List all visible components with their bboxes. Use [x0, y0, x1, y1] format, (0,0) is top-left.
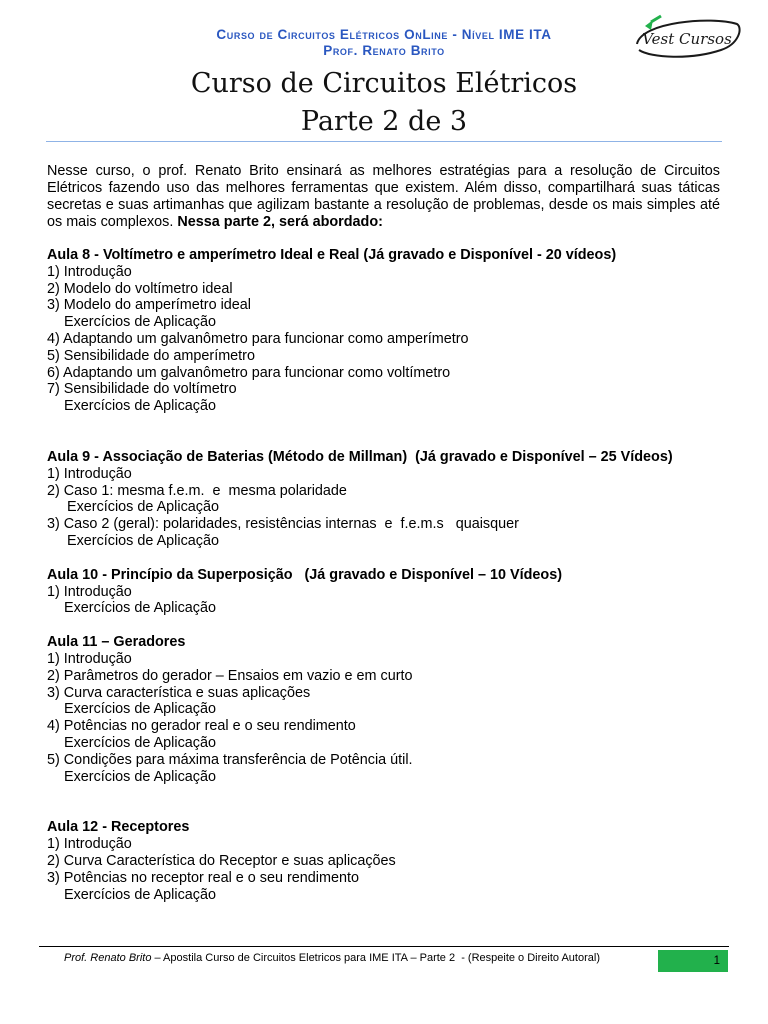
list-item: 5) Sensibilidade do amperímetro — [47, 347, 255, 364]
list-item: 5) Condições para máxima transferência de Potência útil. — [47, 751, 413, 768]
list-item: 2) Parâmetros do gerador – Ensaios em vazio e em curto — [47, 667, 413, 684]
logo-text: Vest Cursos — [642, 30, 732, 48]
lesson-list — [47, 247, 737, 903]
list-item-exercise: Exercícios de Aplicação — [67, 499, 219, 516]
list-item-exercise: Exercícios de Aplicação — [64, 886, 216, 903]
list-item: 1) Introdução — [47, 465, 132, 482]
list-item: 3) Modelo do amperímetro ideal — [47, 297, 251, 314]
document-subtitle: Parte 2 de 3 — [300, 106, 468, 137]
list-item: 4) Potências no gerador real e o seu rendimento — [47, 718, 356, 735]
spacer — [47, 415, 737, 449]
list-item: 6) Adaptando um galvanômetro para funcionar como voltímetro — [47, 364, 451, 381]
footer-description: – Apostila Curso de Circuitos Eletricos para IME ITA – Parte 2 - (Respeite o Direito Autoral) — [151, 952, 600, 964]
lesson-title: Aula 9 - Associação de Baterias (Método de Millman) (Já gravado e Disponível – 25 Vídeos) — [47, 448, 673, 465]
footer-text — [64, 952, 600, 964]
list-item: 1) Introdução — [47, 650, 132, 667]
intro-text: Nesse curso, o prof. Renato Brito ensinará as melhores estratégias para a resolução de Circuitos Elétricos fazendo uso das melhores ferramentas que existem. Além disso, compartilhará suas táticas secretas e suas artimanhas que agilizam bastante a resolução de problemas, desde os mais simples até os mais complexos. — [47, 163, 720, 230]
spacer — [47, 617, 737, 634]
spacer — [47, 785, 737, 819]
header-course-line: Curso de Circuitos Elétricos OnLine - Nível IME ITA — [216, 27, 552, 42]
list-item-exercise: Exercícios de Aplicação — [64, 314, 216, 331]
lesson-title: Aula 11 – Geradores — [47, 634, 186, 651]
document-title: Curso de Circuitos Elétricos — [190, 68, 578, 99]
page-number-box — [658, 950, 728, 972]
list-item: 3) Curva característica e suas aplicações — [47, 684, 311, 701]
list-item-exercise: Exercícios de Aplicação — [64, 768, 216, 785]
intro-bold-text: Nessa parte 2, será abordado: — [177, 214, 383, 230]
list-item-exercise: Exercícios de Aplicação — [67, 532, 219, 549]
lesson-title: Aula 12 - Receptores — [47, 819, 190, 836]
list-item-exercise: Exercícios de Aplicação — [64, 701, 216, 718]
page-number: 1 — [713, 955, 720, 967]
footer-author: Prof. Renato Brito — [64, 952, 152, 964]
intro-paragraph — [47, 163, 720, 231]
list-item: 4) Adaptando um galvanômetro para funcionar como amperímetro — [47, 330, 469, 347]
title-divider — [46, 141, 722, 142]
list-item: 1) Introdução — [47, 583, 132, 600]
list-item: 2) Caso 1: mesma f.e.m. e mesma polaridade — [47, 482, 347, 499]
vest-cursos-logo — [631, 14, 743, 60]
list-item: 7) Sensibilidade do voltímetro — [47, 381, 237, 398]
list-item: 3) Caso 2 (geral): polaridades, resistências internas e f.e.m.s quaisquer — [47, 516, 519, 533]
spacer — [47, 550, 737, 567]
header-professor-line: Prof. Renato Brito — [323, 43, 445, 58]
list-item-exercise: Exercícios de Aplicação — [64, 734, 216, 751]
footer-divider — [39, 946, 729, 947]
list-item: 3) Potências no receptor real e o seu rendimento — [47, 869, 359, 886]
lesson-title: Aula 8 - Voltímetro e amperímetro Ideal e Real (Já gravado e Disponível - 20 vídeos) — [47, 247, 617, 263]
list-item-exercise: Exercícios de Aplicação — [64, 398, 216, 415]
list-item: 2) Curva Característica do Receptor e suas aplicações — [47, 852, 396, 869]
list-item: 2) Modelo do voltímetro ideal — [47, 280, 233, 297]
list-item: 1) Introdução — [47, 263, 132, 280]
list-item: 1) Introdução — [47, 836, 132, 853]
lesson-title: Aula 10 - Princípio da Superposição (Já gravado e Disponível – 10 Vídeos) — [47, 566, 563, 583]
list-item-exercise: Exercícios de Aplicação — [64, 600, 216, 617]
